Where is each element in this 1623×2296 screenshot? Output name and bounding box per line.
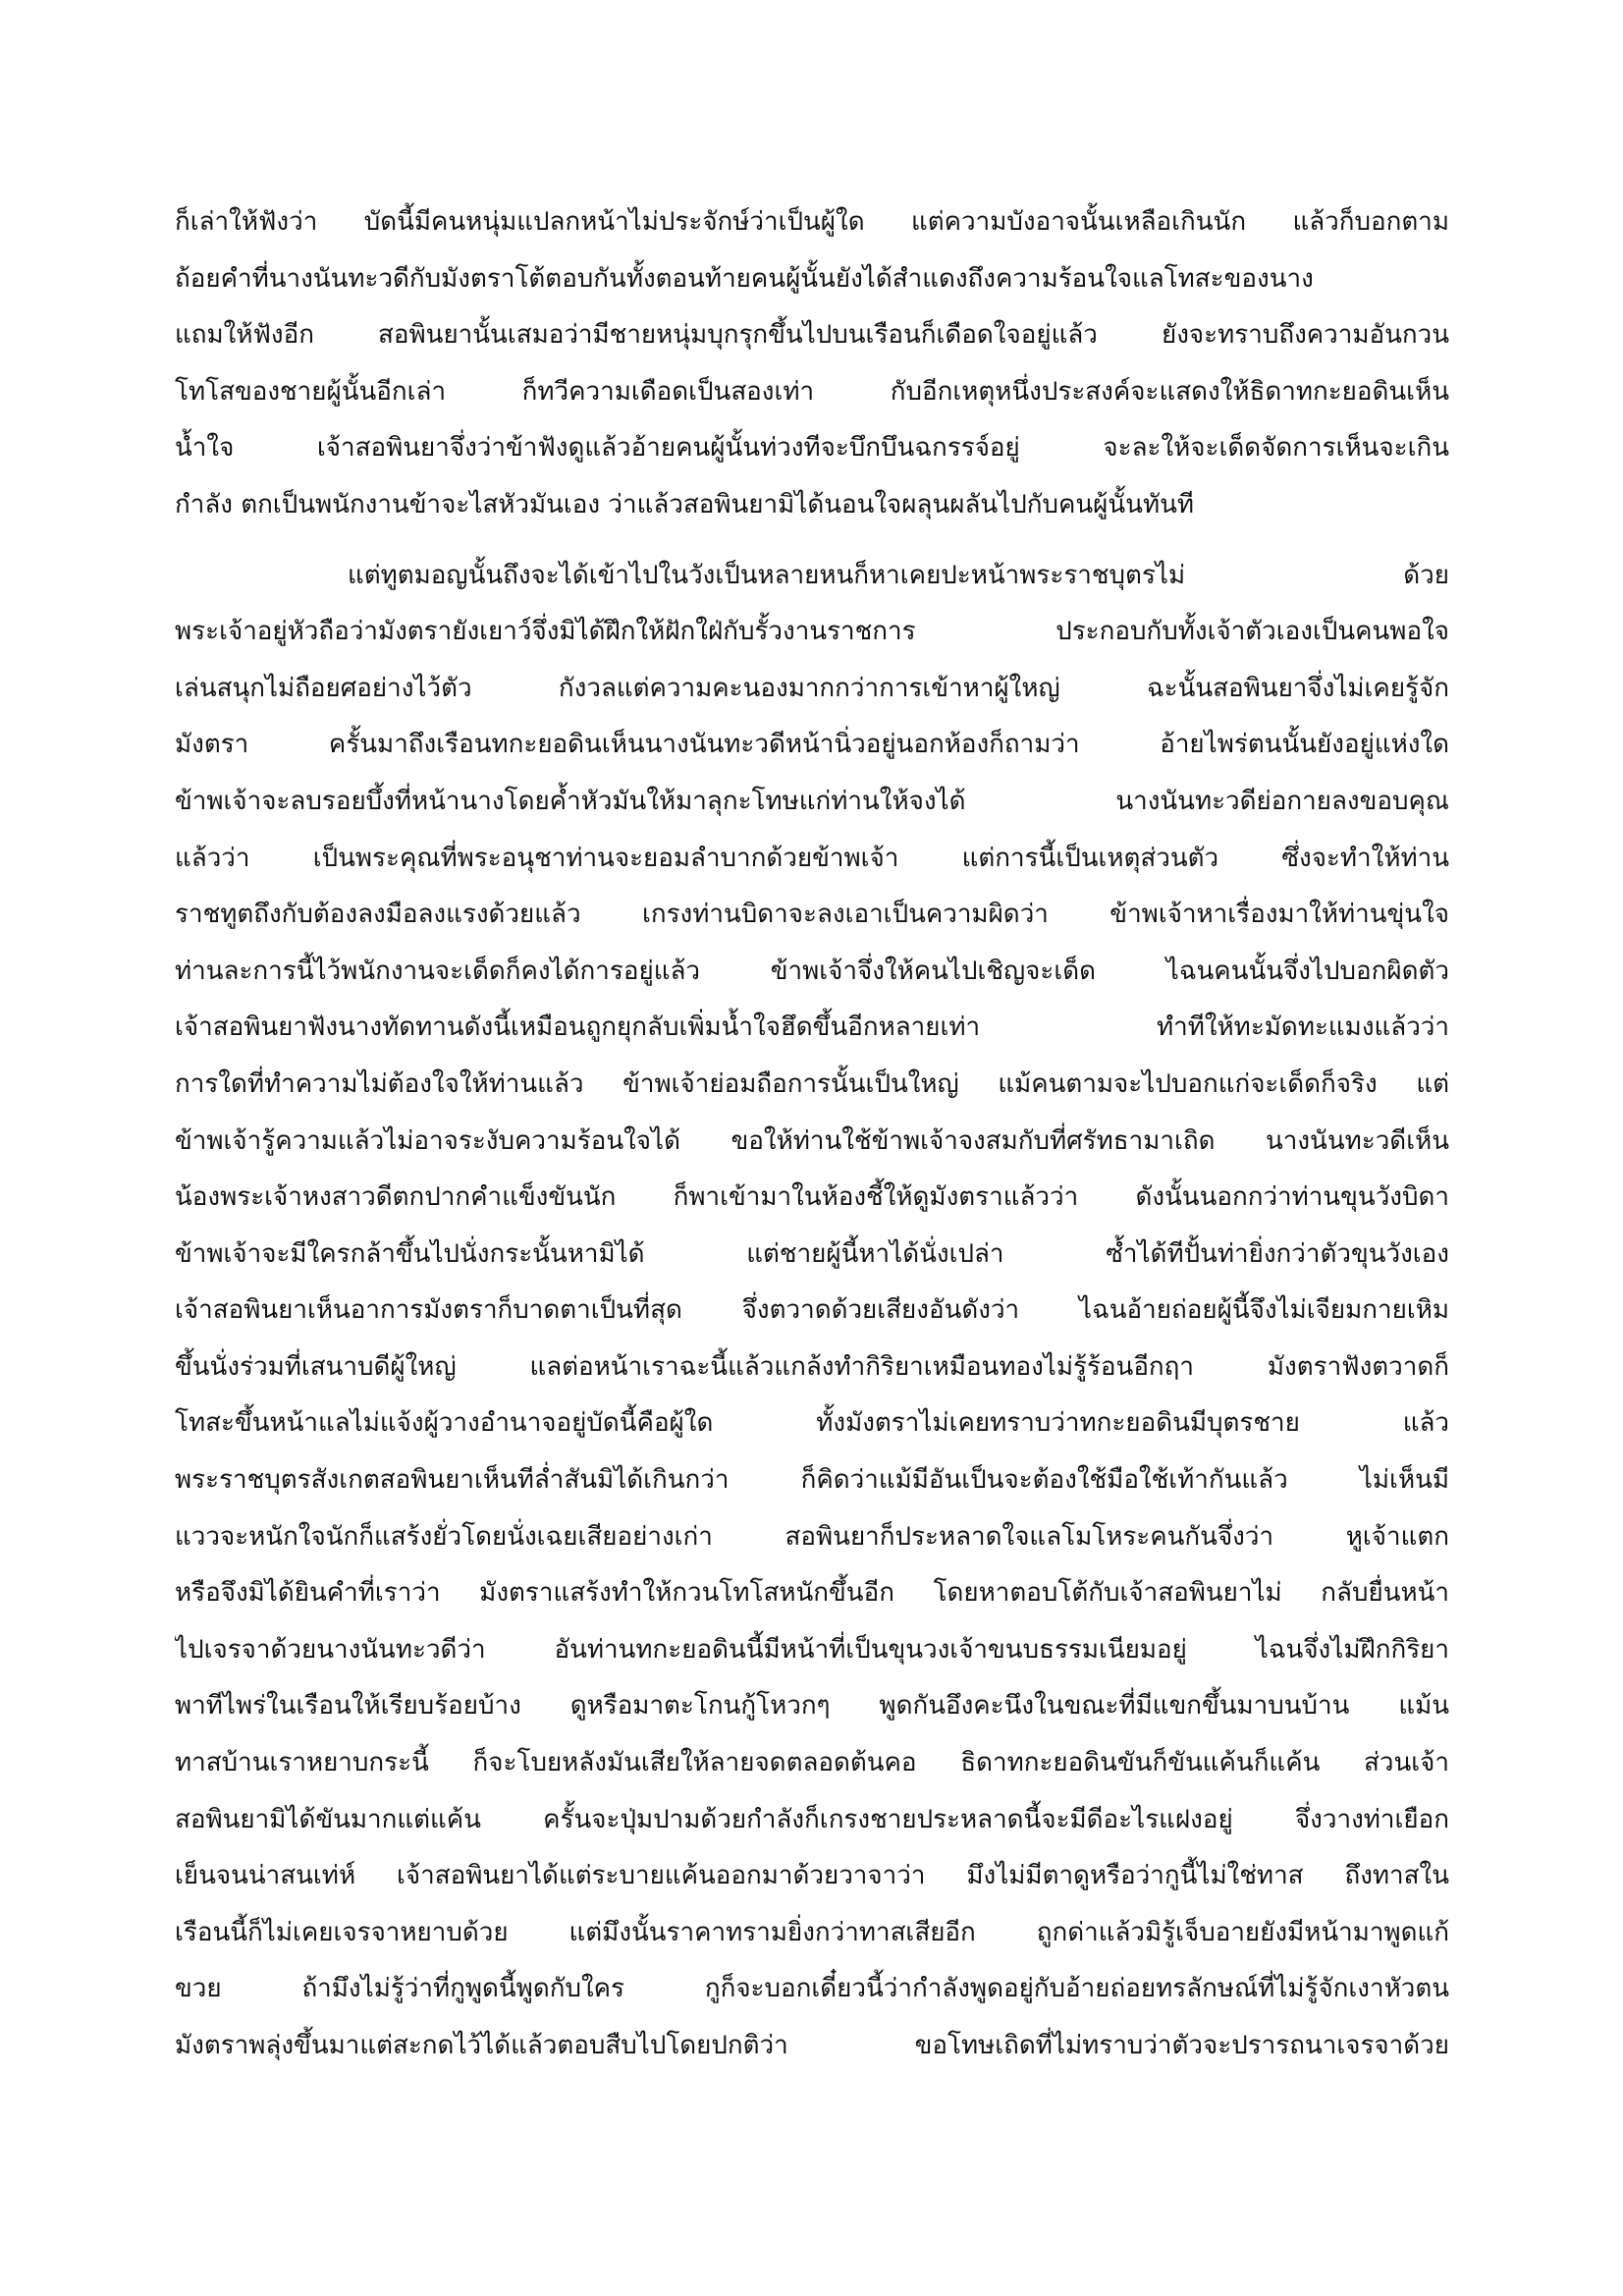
text-line: พระราชบุตรสังเกตสอพินยาเห็นทีล่ำสันมิได้เกินกว่า ก็คิดว่าแม้มีอันเป็นจะต้องใช้มือใช้เท้ากันแล้ว ไม่เห็นมี bbox=[175, 1465, 1449, 1496]
body-text bbox=[175, 194, 1449, 2075]
text-line: มังตราพลุ่งขึ้นมาแต่สะกดไว้ได้แล้วตอบสืบไปโดยปกติว่า ขอโทษเถิดที่ไม่ทราบว่าตัวจะปรารถนาเจรจาด้วย bbox=[175, 2031, 1449, 2060]
text-line: เล่นสนุกไม่ถือยศอย่างไว้ตัว กังวลแต่ความคะนองมากกว่าการเข้าหาผู้ใหญ่ ฉะนั้นสอพินยาจึ่งไม่เคยรู้จัก bbox=[175, 673, 1449, 703]
paragraph-1 bbox=[175, 194, 1449, 534]
text-line: น้ำใจ เจ้าสอพินยาจึ่งว่าข้าฟังดูแล้วอ้ายคนผู้นั้นท่วงทีจะบึกบึนฉกรรจ์อยู่ จะละให้จะเด็ดจัดการเห็นจะเกิน bbox=[175, 433, 1449, 464]
text-line: การใดที่ทำความไม่ต้องใจให้ท่านแล้ว ข้าพเจ้าย่อมถือการนั้นเป็นใหญ่ แม้คนตามจะไปบอกแก่จะเด็ดก็จริง แต่ bbox=[175, 1068, 1449, 1099]
text-line: ราชทูตถึงกับต้องลงมือลงแรงด้วยแล้ว เกรงท่านบิดาจะลงเอาเป็นความผิดว่า ข้าพเจ้าหาเรื่องมาให้ท่านขุ่นใจ bbox=[175, 900, 1449, 930]
text-line: เจ้าสอพินยาฟังนางทัดทานดังนี้เหมือนถูกยุกลับเพิ่มน้ำใจฮึดขึ้นอีกหลายเท่า ทำทีให้ทะมัดทะแมงแล้วว่า bbox=[175, 1012, 1449, 1043]
text-line: ก็เล่าให้ฟังว่า บัดนี้มีคนหนุ่มแปลกหน้าไม่ประจักษ์ว่าเป็นผู้ใด แต่ความบังอาจนั้นเหลือเกินนัก แล้วก็บอกตาม bbox=[175, 207, 1449, 237]
text-line: กำลัง ตกเป็นพนักงานข้าจะไสหัวมันเอง ว่าแล้วสอพินยามิได้นอนใจผลุนผลันไปกับคนผู้นั้นทันที bbox=[175, 489, 1194, 519]
text-line: แถมให้ฟังอีก สอพินยานั้นเสมอว่ามีชายหนุ่มบุกรุกขึ้นไปบนเรือนก็เดือดใจอยู่แล้ว ยังจะทราบถึงความอันกวน bbox=[175, 320, 1449, 351]
paragraph-spacing bbox=[175, 534, 1449, 548]
text-line: ขวย ถ้ามึงไม่รู้ว่าที่กูพูดนี้พูดกับใคร กูก็จะบอกเดี๋ยวนี้ว่ากำลังพูดอยู่กับอ้ายถ่อยทรลักษณ์ที่ไม่รู้จักเงาหัวตน bbox=[175, 1974, 1449, 2004]
text-line: โทโสของชายผู้นั้นอีกเล่า ก็ทวีความเดือดเป็นสองเท่า กับอีกเหตุหนึ่งประสงค์จะแสดงให้ธิดาทกะยอดินเห็น bbox=[175, 376, 1449, 407]
text-line: หรือจึงมิได้ยินคำที่เราว่า มังตราแสร้งทำให้กวนโทโสหนักขึ้นอีก โดยหาตอบโต้กับเจ้าสอพินยาไม่ กลับยื่นหน้า bbox=[175, 1578, 1449, 1609]
text-line: พระเจ้าอยู่หัวถือว่ามังตรายังเยาว์จึ่งมิได้ฝึกให้ฝักใฝ่กับรั้วงานราชการ ประกอบกับทั้งเจ้าตัวเองเป็นคนพอใจ bbox=[175, 617, 1449, 647]
text-line: น้องพระเจ้าหงสาวดีตกปากคำแข็งขันนัก ก็พาเข้ามาในห้องชี้ให้ดูมังตราแล้วว่า ดังนั้นนอกกว่าท่านขุนวังบิดา bbox=[175, 1182, 1449, 1213]
paragraph-2 bbox=[175, 548, 1449, 2075]
text-line: ไปเจรจาด้วยนางนันทะวดีว่า อันท่านทกะยอดินนี้มีหน้าที่เป็นขุนวงเจ้าขนบธรรมเนียมอยู่ ไฉนจึ่งไม่ฝึกกิริยา bbox=[175, 1634, 1449, 1665]
text-line: พาทีไพร่ในเรือนให้เรียบร้อยบ้าง ดูหรือมาตะโกนกู้โหวกๆ พูดกันอึงคะนึงในขณะที่มีแขกขึ้นมาบนบ้าน แม้น bbox=[175, 1691, 1449, 1722]
text-line: ท่านละการนี้ไว้พนักงานจะเด็ดก็คงได้การอยู่แล้ว ข้าพเจ้าจึ่งให้คนไปเชิญจะเด็ด ไฉนคนนั้นจึ่งไปบอกผิดตัว bbox=[175, 956, 1449, 986]
text-line: ข้าพเจ้าจะมีใครกล้าขึ้นไปนั่งกระนั้นหามิได้ แต่ชายผู้นี้หาได้นั่งเปล่า ซ้ำได้ทีปั้นท่ายิ่งกว่าตัวขุนวังเอง bbox=[175, 1238, 1449, 1269]
text-line: ขึ้นนั่งร่วมที่เสนาบดีผู้ใหญ่ แลต่อหน้าเราฉะนี้แล้วแกล้งทำกิริยาเหมือนทองไม่รู้ร้อนอีกฤา มังตราฟังตวาดก็ bbox=[175, 1351, 1449, 1382]
text-line: ทาสบ้านเราหยาบกระนี้ ก็จะโบยหลังมันเสียให้ลายจดตลอดต้นคอ ธิดาทกะยอดินขันก็ขันแค้นก็แค้น ส่วนเจ้า bbox=[175, 1748, 1449, 1778]
text-line: เรือนนี้ก็ไม่เคยเจรจาหยาบด้วย แต่มึงนั้นราคาทรามยิ่งกว่าทาสเสียอีก ถูกด่าแล้วมิรู้เจ็บอายยังมีหน้ามาพูดแก้ bbox=[175, 1917, 1449, 1947]
text-line: แล้วว่า เป็นพระคุณที่พระอนุชาท่านจะยอมลำบากด้วยข้าพเจ้า แต่การนี้เป็นเหตุส่วนตัว ซึ่งจะทำให้ท่าน bbox=[175, 843, 1449, 873]
text-line: ข้าพเจ้าจะลบรอยบึ้งที่หน้านางโดยค้ำหัวมันให้มาลุกะโทษแก่ท่านให้จงได้ นางนันทะวดีย่อกายลงขอบคุณ bbox=[175, 786, 1449, 816]
text-line: ข้าพเจ้ารู้ความแล้วไม่อาจระงับความร้อนใจได้ ขอให้ท่านใช้ข้าพเจ้าจงสมกับที่ศรัทธามาเถิด นางนันทะวดีเห็น bbox=[175, 1125, 1449, 1156]
text-line: สอพินยามิได้ขันมากแต่แค้น ครั้นจะปุ่มปามด้วยกำลังก็เกรงชายประหลาดนี้จะมีดีอะไรแฝงอยู่ จึ่งวางท่าเยือก bbox=[175, 1804, 1449, 1834]
text-line: เจ้าสอพินยาเห็นอาการมังตราก็บาดตาเป็นที่สุด จึ่งตวาดด้วยเสียงอันดังว่า ไฉนอ้ายถ่อยผู้นี้จึงไม่เจียมกายเหิม bbox=[175, 1295, 1449, 1326]
text-line: โทสะขึ้นหน้าแลไม่แจ้งผู้วางอำนาจอยู่บัดนี้คือผู้ใด ทั้งมังตราไม่เคยทราบว่าทกะยอดินมีบุตรชาย แล้ว bbox=[175, 1408, 1449, 1439]
text-line: เย็นจนน่าสนเท่ห์ เจ้าสอพินยาได้แต่ระบายแค้นออกมาด้วยวาจาว่า มึงไม่มีตาดูหรือว่ากูนี้ไม่ใช่ทาส ถึงทาสใน bbox=[175, 1861, 1449, 1891]
text-line-indented: แต่ทูตมอญนั้นถึงจะได้เข้าไปในวังเป็นหลายหนก็หาเคยปะหน้าพระราชบุตรไม่ ด้วย bbox=[348, 560, 1449, 590]
text-line: ถ้อยคำที่นางนันทะวดีกับมังตราโต้ตอบกันทั้งตอนท้ายคนผู้นั้นยังได้สำแดงถึงความร้อนใจแลโทสะของนาง bbox=[175, 263, 1314, 294]
text-line: มังตรา ครั้นมาถึงเรือนทกะยอดินเห็นนางนันทะวดีหน้านิ่วอยู่นอกห้องก็ถามว่า อ้ายไพร่ตนนั้นยังอยู่แห่งใด bbox=[175, 730, 1449, 760]
text-line: แววจะหนักใจนักก็แสร้งยั่วโดยนั่งเฉยเสียอย่างเก่า สอพินยาก็ประหลาดใจแลโมโหระคนกันจึ่งว่า หูเจ้าแตก bbox=[175, 1521, 1449, 1552]
